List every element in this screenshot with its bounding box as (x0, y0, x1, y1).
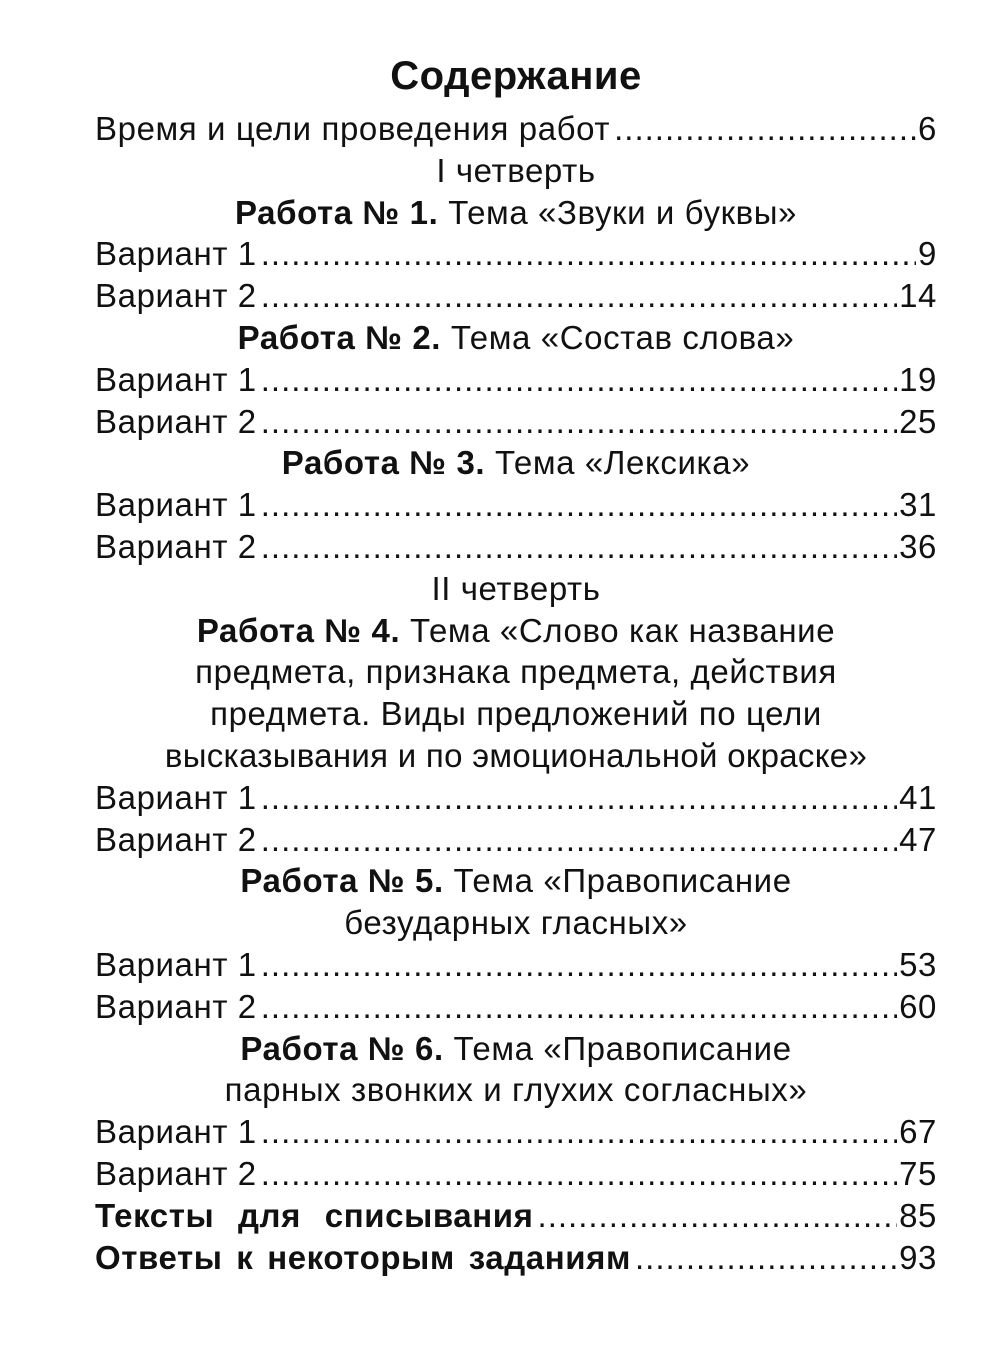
toc-entry-work6-variant2[interactable] (95, 1153, 937, 1195)
dot-leader (261, 777, 897, 819)
dot-leader (261, 401, 897, 443)
quarter-heading-1: I четверть (436, 151, 596, 189)
toc-entry-work6-variant1[interactable] (95, 1111, 937, 1153)
toc-entry-intro[interactable] (95, 108, 937, 150)
toc-entry-answers[interactable] (95, 1237, 937, 1279)
variant-label: Вариант 2 (95, 1154, 257, 1192)
work-heading-4 (95, 610, 937, 652)
dot-leader (261, 1111, 897, 1153)
work-heading-6 (95, 1028, 937, 1070)
toc-entry-label: Ответы к некоторым заданиям (95, 1238, 632, 1276)
quarter-heading-2: II четверть (431, 569, 601, 607)
toc-page-number: 14 (899, 277, 937, 315)
dot-leader (261, 526, 897, 568)
work-theme: Тема «Правописание (453, 862, 792, 900)
work-heading-3 (95, 442, 937, 484)
toc-page-number: 47 (899, 820, 937, 858)
dot-leader (261, 233, 916, 275)
dot-leader (261, 359, 897, 401)
dot-leader (261, 819, 897, 861)
dot-leader (261, 275, 897, 317)
variant-label: Вариант 1 (95, 235, 257, 273)
toc-entry-work5-variant2[interactable] (95, 986, 937, 1028)
toc-entry-work5-variant1[interactable] (95, 944, 937, 986)
work-theme-line: высказывания и по эмоциональной окраске» (164, 736, 868, 774)
toc-page-number: 93 (899, 1238, 937, 1276)
toc-page-number: 25 (899, 402, 937, 440)
work-heading-1 (95, 192, 937, 234)
work-number: Работа № 6. (240, 1029, 444, 1067)
toc-entry-label: Время и цели проведения работ (95, 110, 611, 147)
dot-leader (635, 1237, 897, 1279)
variant-label: Вариант 2 (95, 987, 257, 1025)
work-number: Работа № 3. (281, 444, 486, 482)
dot-leader (261, 986, 897, 1028)
toc-page-number: 53 (899, 945, 937, 983)
toc-page-number: 6 (918, 110, 937, 147)
toc-entry-work1-variant1[interactable] (95, 233, 937, 275)
dot-leader (261, 944, 897, 986)
toc-page-number: 36 (899, 527, 937, 565)
toc-entry-work4-variant1[interactable] (95, 777, 937, 819)
work-heading-2 (95, 317, 937, 359)
toc-page-number: 60 (899, 987, 937, 1025)
work-number: Работа № 2. (237, 318, 442, 356)
toc-page-number: 19 (899, 360, 937, 398)
toc-page-number: 9 (918, 235, 937, 273)
toc-page-number: 67 (899, 1113, 937, 1151)
toc-page-number: 31 (899, 486, 937, 524)
work-theme: Тема «Слово как название (410, 611, 836, 649)
work-number: Работа № 4. (196, 611, 401, 649)
work-theme-line: парных звонких и глухих согласных» (224, 1071, 808, 1109)
toc-entry-texts[interactable] (95, 1195, 937, 1237)
work-number: Работа № 1. (234, 193, 439, 231)
toc-page-number: 75 (899, 1154, 937, 1192)
work-heading-5 (95, 860, 937, 902)
variant-label: Вариант 2 (95, 820, 257, 858)
work-theme: Тема «Правописание (453, 1029, 792, 1067)
variant-label: Вариант 1 (95, 945, 257, 983)
toc-page-number: 85 (899, 1196, 937, 1234)
work-number: Работа № 5. (240, 862, 444, 900)
work-theme: Тема «Звуки и буквы» (448, 193, 798, 231)
variant-label: Вариант 2 (95, 277, 257, 315)
toc-page-number: 41 (899, 778, 937, 816)
work-theme-line: предмета, признака предмета, действия (195, 653, 837, 691)
variant-label: Вариант 1 (95, 486, 257, 524)
toc-entry-work1-variant2[interactable] (95, 275, 937, 317)
work-theme-line: безударных гласных» (344, 904, 688, 942)
dot-leader (261, 484, 897, 526)
variant-label: Вариант 1 (95, 1113, 257, 1151)
toc-entry-work3-variant2[interactable] (95, 526, 937, 568)
work-theme: Тема «Состав слова» (450, 318, 795, 356)
dot-leader (261, 1153, 897, 1195)
table-of-contents (95, 50, 937, 1278)
work-theme-line: предмета. Виды предложений по цели (210, 695, 822, 733)
work-theme: Тема «Лексика» (494, 444, 751, 482)
dot-leader (614, 108, 916, 150)
variant-label: Вариант 2 (95, 527, 257, 565)
page-title: Содержание (390, 54, 642, 98)
toc-entry-work4-variant2[interactable] (95, 819, 937, 861)
toc-entry-work3-variant1[interactable] (95, 484, 937, 526)
variant-label: Вариант 2 (95, 402, 257, 440)
variant-label: Вариант 1 (95, 778, 257, 816)
variant-label: Вариант 1 (95, 360, 257, 398)
toc-entry-label: Тексты для списывания (95, 1196, 534, 1234)
toc-entry-work2-variant2[interactable] (95, 401, 937, 443)
toc-entry-work2-variant1[interactable] (95, 359, 937, 401)
dot-leader (538, 1195, 898, 1237)
